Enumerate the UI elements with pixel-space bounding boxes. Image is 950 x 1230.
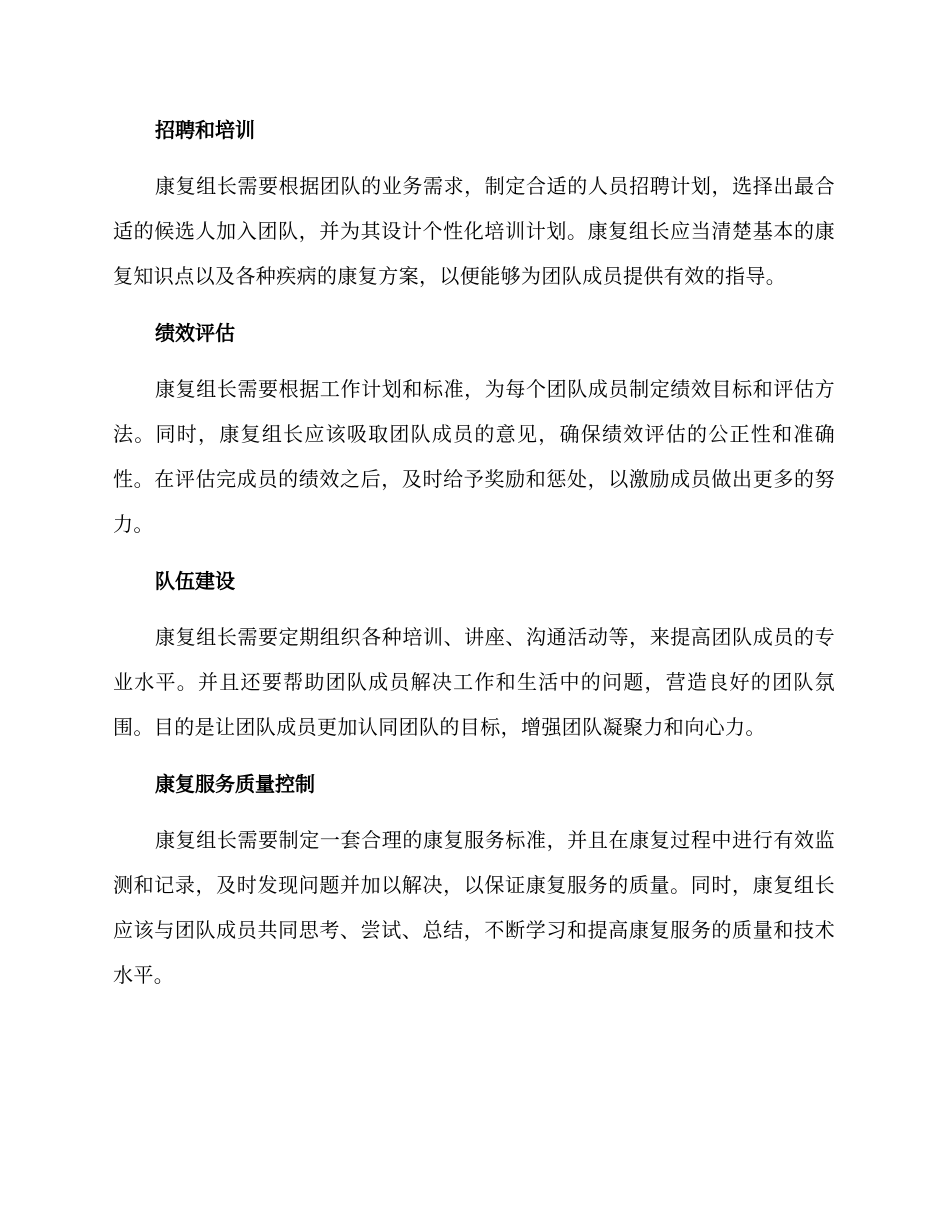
document-body xyxy=(113,108,835,1010)
section-paragraph: 康复组长需要根据工作计划和标准，为每个团队成员制定绩效目标和评估方法。同时，康复组长应该吸取团队成员的意见，确保绩效评估的公正性和准确性。在评估完成员的绩效之后，及时给予奖励和惩处，以激励成员做出更多的努力。 xyxy=(113,377,835,536)
section-paragraph: 康复组长需要根据团队的业务需求，制定合适的人员招聘计划，选择出最合适的候选人加入团队，并为其设计个性化培训计划。康复组长应当清楚基本的康复知识点以及各种疾病的康复方案，以便能够为团队成员提供有效的指导。 xyxy=(113,174,835,288)
section-heading: 康复服务质量控制 xyxy=(155,772,315,796)
section-heading: 绩效评估 xyxy=(155,321,235,345)
section-heading: 招聘和培训 xyxy=(155,118,255,142)
section-paragraph: 康复组长需要定期组织各种培训、讲座、沟通活动等，来提高团队成员的专业水平。并且还要帮助团队成员解决工作和生活中的问题，营造良好的团队氛围。目的是让团队成员更加认同团队的目标，增强团队凝聚力和向心力。 xyxy=(113,625,835,739)
section-team-building xyxy=(113,559,835,750)
section-quality-control xyxy=(113,762,835,998)
section-recruitment-training xyxy=(113,108,835,299)
section-heading: 队伍建设 xyxy=(155,569,235,593)
section-performance-evaluation xyxy=(113,311,835,547)
section-paragraph: 康复组长需要制定一套合理的康复服务标准，并且在康复过程中进行有效监测和记录，及时发现问题并加以解决，以保证康复服务的质量。同时，康复组长应该与团队成员共同思考、尝试、总结，不断学习和提高康复服务的质量和技术水平。 xyxy=(113,828,835,987)
